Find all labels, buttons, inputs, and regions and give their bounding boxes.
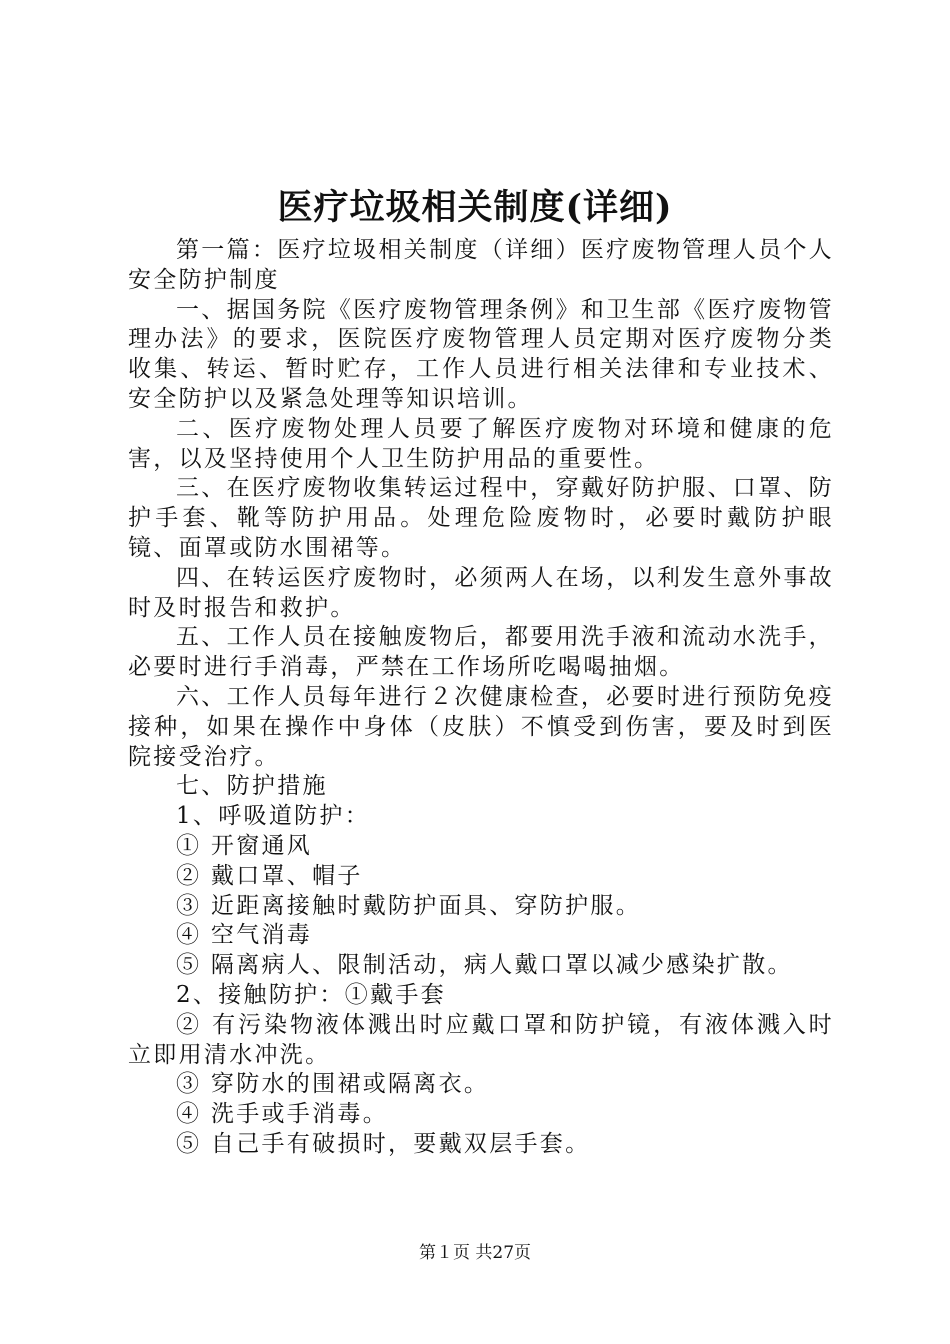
list-item: ④ 空气消毒 xyxy=(176,922,313,949)
section-heading: 七、防护措施 xyxy=(176,773,328,800)
list-item: ④ 洗手或手消毒。 xyxy=(176,1101,389,1128)
paragraph: 五、工作人员在接触废物后，都要用洗手液和流动水洗手，必要时进行手消毒，严禁在工作场所吃喝喝抽烟。 xyxy=(128,624,834,681)
list-item: ③ 穿防水的围裙或隔离衣。 xyxy=(176,1071,490,1098)
list-item: ⑤ 自己手有破损时，要戴双层手套。 xyxy=(176,1130,591,1157)
list-item: ③ 近距离接触时戴防护面具、穿防护服。 xyxy=(176,892,642,919)
list-item: ⑤ 隔离病人、限制活动，病人戴口罩以减少感染扩散。 xyxy=(176,952,793,979)
document-body xyxy=(128,236,834,1160)
list-heading: 2、接触防护：①戴手套 xyxy=(176,981,446,1008)
paragraph: 三、在医疗废物收集转运过程中，穿戴好防护服、口罩、防护手套、靴等防护用品。处理危险废物时，必要时戴防护眼镜、面罩或防水围裙等。 xyxy=(128,475,834,561)
list-item: ② 有污染物液体溅出时应戴口罩和防护镜，有液体溅入时立即用清水冲洗。 xyxy=(128,1011,834,1068)
paragraph: 二、医疗废物处理人员要了解医疗废物对环境和健康的危害，以及坚持使用个人卫生防护用品的重要性。 xyxy=(128,415,834,472)
list-item: ② 戴口罩、帽子 xyxy=(176,862,363,889)
paragraph: 第一篇：医疗垃圾相关制度（详细）医疗废物管理人员个人安全防护制度 xyxy=(128,237,834,293)
paragraph: 一、据国务院《医疗废物管理条例》和卫生部《医疗废物管理办法》的要求，医院医疗废物管理人员定期对医疗废物分类收集、转运、暂时贮存，工作人员进行相关法律和专业技术、安全防护以及紧急处理等知识培训。 xyxy=(128,296,834,412)
paragraph: 六、工作人员每年进行２次健康检查，必要时进行预防免疫接种，如果在操作中身体（皮肤）不慎受到伤害，要及时到医院接受治疗。 xyxy=(128,683,834,770)
paragraph: 四、在转运医疗废物时，必须两人在场，以利发生意外事故时及时报告和救护。 xyxy=(128,564,834,621)
list-item: ① 开窗通风 xyxy=(176,832,313,859)
list-heading: 1、呼吸道防护： xyxy=(176,803,371,830)
page-number-footer: 第１页 共27页 xyxy=(418,1243,532,1263)
document-title: 医疗垃圾相关制度(详细) xyxy=(277,187,673,228)
